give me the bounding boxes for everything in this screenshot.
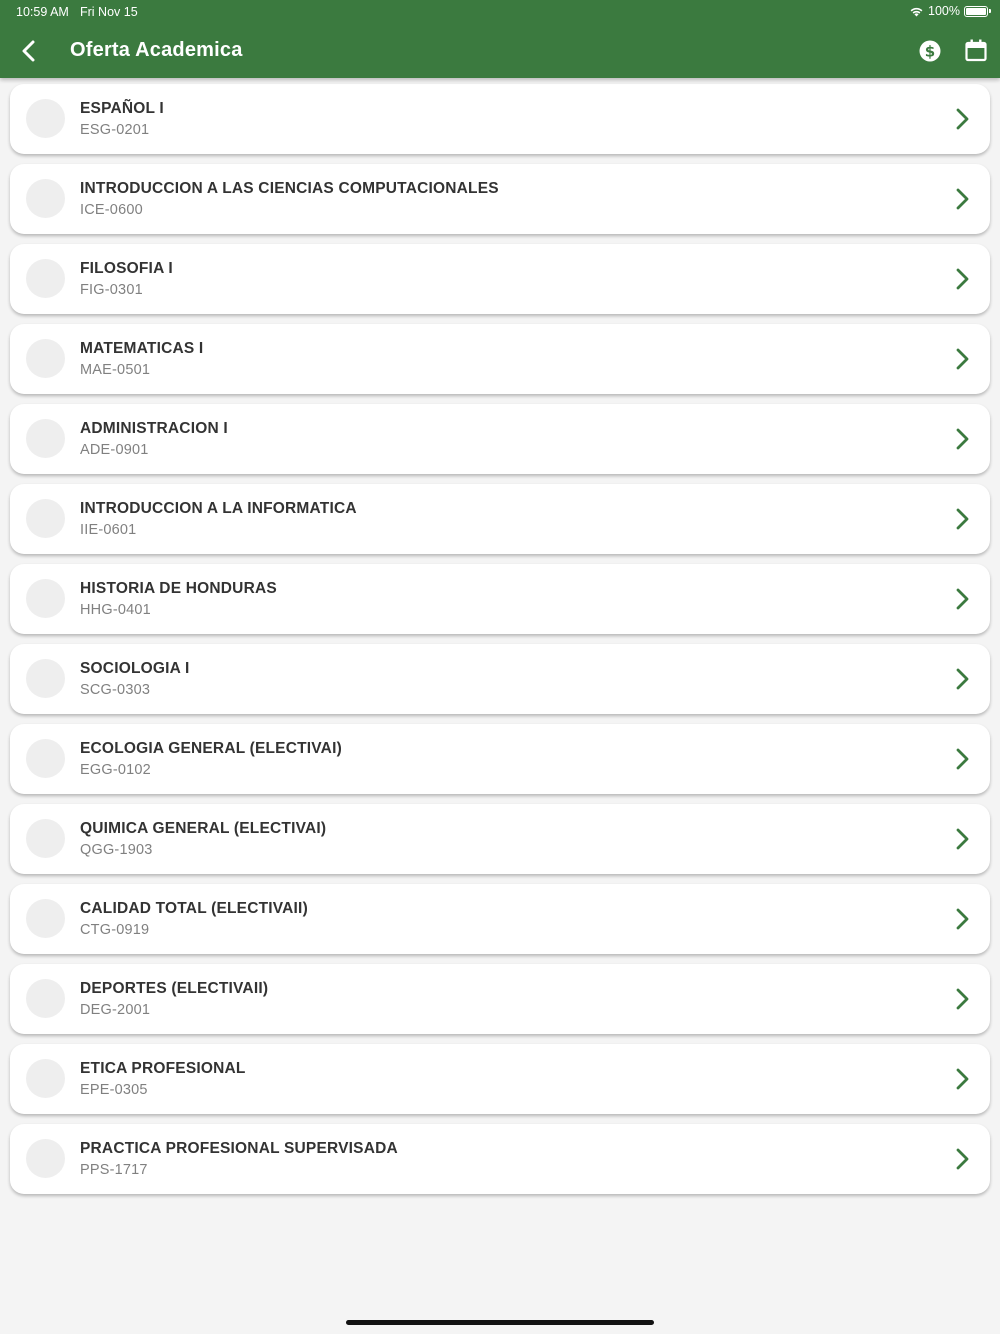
chevron-right-icon [952,987,972,1011]
course-name: ESPAÑOL I [80,100,164,117]
course-code: CTG-0919 [80,922,150,938]
course-code: EPE-0305 [80,1082,148,1098]
course-name: PRACTICA PROFESIONAL SUPERVISADA [80,1140,398,1157]
course-name: CALIDAD TOTAL (ELECTIVAII) [80,900,308,917]
course-item[interactable] [10,644,990,714]
course-name: ADMINISTRACION I [80,420,228,437]
app-header [0,0,1000,78]
course-name: HISTORIA DE HONDURAS [80,580,277,597]
course-avatar [26,1059,65,1098]
course-avatar [26,259,65,298]
course-name: ECOLOGIA GENERAL (ELECTIVAI) [80,740,342,757]
course-item[interactable] [10,964,990,1034]
wifi-icon [909,5,924,17]
course-code: SCG-0303 [80,682,151,698]
course-name: DEPORTES (ELECTIVAII) [80,980,269,997]
status-indicators [909,4,988,18]
course-avatar [26,659,65,698]
course-code: ICE-0600 [80,202,143,218]
course-name: INTRODUCCION A LAS CIENCIAS COMPUTACIONALES [80,180,499,197]
course-name: ETICA PROFESIONAL [80,1060,246,1077]
chevron-right-icon [952,187,972,211]
course-avatar [26,579,65,618]
course-code: DEG-2001 [80,1002,151,1018]
chevron-right-icon [952,427,972,451]
course-name: MATEMATICAS I [80,340,204,357]
chevron-right-icon [952,507,972,531]
calendar-button[interactable] [962,37,990,65]
status-date: Fri Nov 15 [80,5,138,19]
course-item[interactable] [10,84,990,154]
chevron-right-icon [952,107,972,131]
course-code: IIE-0601 [80,522,137,538]
chevron-right-icon [952,1067,972,1091]
course-code: EGG-0102 [80,762,151,778]
nav-bar [0,24,1000,78]
chevron-right-icon [952,667,972,691]
course-avatar [26,979,65,1018]
payments-button[interactable] [916,37,944,65]
chevron-right-icon [952,747,972,771]
course-item[interactable] [10,244,990,314]
course-item[interactable] [10,724,990,794]
course-avatar [26,899,65,938]
course-name: QUIMICA GENERAL (ELECTIVAI) [80,820,327,837]
home-indicator[interactable] [346,1320,654,1325]
course-code: FIG-0301 [80,282,143,298]
calendar-icon [962,37,990,65]
course-code: MAE-0501 [80,362,151,378]
status-time: 10:59 AM [16,5,69,19]
course-avatar [26,499,65,538]
chevron-right-icon [952,827,972,851]
course-item[interactable] [10,484,990,554]
course-name: FILOSOFIA I [80,260,173,277]
course-avatar [26,339,65,378]
course-item[interactable] [10,884,990,954]
course-item[interactable] [10,804,990,874]
chevron-right-icon [952,907,972,931]
chevron-right-icon [952,587,972,611]
course-avatar [26,99,65,138]
page-title: Oferta Academica [70,39,243,61]
course-item[interactable] [10,404,990,474]
course-avatar [26,1139,65,1178]
dollar-circle-icon [916,37,944,65]
course-name: SOCIOLOGIA I [80,660,190,677]
course-item[interactable] [10,324,990,394]
chevron-right-icon [952,267,972,291]
course-avatar [26,739,65,778]
course-name: INTRODUCCION A LA INFORMATICA [80,500,357,517]
battery-percent: 100% [928,4,960,18]
svg-text:$: $ [924,42,936,61]
course-item[interactable] [10,1044,990,1114]
chevron-left-icon [21,40,37,62]
battery-icon [964,6,988,17]
course-avatar [26,819,65,858]
course-item[interactable] [10,1124,990,1194]
course-code: QGG-1903 [80,842,153,858]
course-code: ESG-0201 [80,122,150,138]
status-bar [0,0,1000,24]
course-code: HHG-0401 [80,602,151,618]
course-avatar [26,419,65,458]
chevron-right-icon [952,1147,972,1171]
course-code: ADE-0901 [80,442,149,458]
course-code: PPS-1717 [80,1162,148,1178]
course-item[interactable] [10,564,990,634]
course-avatar [26,179,65,218]
chevron-right-icon [952,347,972,371]
back-button[interactable] [14,36,44,66]
course-item[interactable] [10,164,990,234]
